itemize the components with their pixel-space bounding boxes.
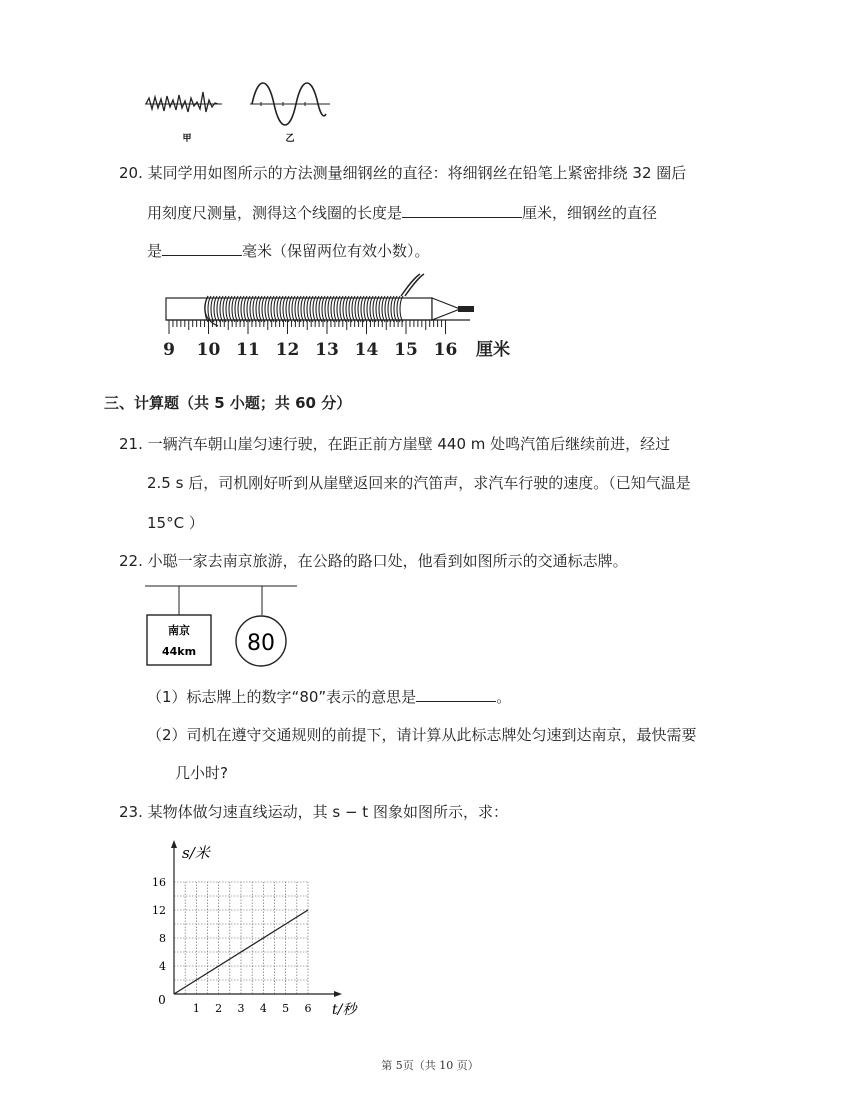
chart-grid xyxy=(174,882,308,994)
y-axis-label: s/米 xyxy=(182,844,210,862)
sign-city: 南京 xyxy=(168,624,190,637)
q20-line2-a: 用刻度尺测量，测得这个线圈的长度是 xyxy=(147,204,403,222)
sign-speed: 80 xyxy=(247,631,275,656)
wave-jia xyxy=(145,92,222,112)
q22-sub1-b: 。 xyxy=(496,688,512,706)
sound-waveforms-figure xyxy=(140,78,340,148)
q20-line3 xyxy=(147,240,430,261)
q20-line3-a: 是 xyxy=(147,242,163,260)
section3-heading: 三、计算题（共 5 小题；共 60 分） xyxy=(104,394,352,412)
q21-line1: 21. 一辆汽车朝山崖匀速行驶，在距正前方崖壁 440 m 处鸣汽笛后继续前进，经过 xyxy=(119,435,671,453)
q20-line2-b: 厘米，细钢丝的直径 xyxy=(522,204,658,222)
ruler-tick-label: 12 xyxy=(275,340,300,360)
ruler-tick-label: 14 xyxy=(354,340,379,360)
q20-line3-b: 毫米（保留两位有效小数）。 xyxy=(242,242,430,260)
q20-line1: 20. 某同学用如图所示的方法测量细钢丝的直径：将细钢丝在铅笔上紧密排绕 32 圈后 xyxy=(119,164,687,182)
origin-label: 0 xyxy=(158,993,166,1007)
ruler-tick-label: 11 xyxy=(236,340,260,360)
x-axis-arrow xyxy=(334,991,342,997)
x-axis-label: t/秒 xyxy=(332,1002,357,1018)
wave-yi xyxy=(250,83,330,125)
q22-sub2-line1: （2）司机在遵守交通规则的前提下，请计算从此标志牌处匀速到达南京，最快需要 xyxy=(147,726,697,744)
y-tick-label: 4 xyxy=(159,960,166,973)
q20-blank-length[interactable] xyxy=(402,202,522,218)
y-tick-label: 8 xyxy=(159,932,166,945)
sign-distance: 44km xyxy=(161,645,197,658)
y-axis-arrow xyxy=(171,840,177,848)
q21-line3: 15°C ） xyxy=(147,514,204,532)
q22-sub2-line2: 几小时? xyxy=(175,764,228,782)
label-yi: 乙 xyxy=(285,134,295,144)
pencil-ruler-figure xyxy=(158,268,518,366)
x-tick-label: 3 xyxy=(237,1002,245,1015)
x-tick-label: 4 xyxy=(259,1002,267,1015)
ruler-tick-label: 10 xyxy=(196,340,221,360)
y-tick-label: 12 xyxy=(152,904,166,917)
q22-blank-meaning[interactable] xyxy=(416,686,496,702)
q22-sub1 xyxy=(147,686,511,707)
q20-line2 xyxy=(147,202,657,223)
x-tick-label: 5 xyxy=(282,1002,290,1015)
ruler-tick-label: 13 xyxy=(315,340,339,360)
q21-line2: 2.5 s 后，司机刚好听到从崖壁返回来的汽笛声，求汽车行驶的速度。（已知气温是 xyxy=(147,474,691,492)
ruler-unit: 厘米 xyxy=(476,340,510,360)
y-tick-label: 16 xyxy=(152,876,166,889)
q23-line1: 23. 某物体做匀速直线运动，其 s − t 图象如图所示，求： xyxy=(119,803,508,821)
ruler-tick-label: 16 xyxy=(433,340,458,360)
page-footer: 第 5页（共 10 页） xyxy=(381,1059,479,1072)
traffic-sign-figure xyxy=(145,580,305,670)
ruler-tick-label: 9 xyxy=(163,340,175,360)
q22-sub1-a: （1）标志牌上的数字“80”表示的意思是 xyxy=(147,688,417,706)
label-jia: 甲 xyxy=(182,134,192,144)
q20-blank-diameter[interactable] xyxy=(162,240,242,256)
x-tick-label: 6 xyxy=(304,1002,312,1015)
x-tick-label: 2 xyxy=(215,1002,223,1015)
s-t-chart xyxy=(150,836,380,1026)
x-tick-label: 1 xyxy=(192,1002,200,1015)
q22-line1: 22. 小聪一家去南京旅游，在公路的路口处，他看到如图所示的交通标志牌。 xyxy=(119,552,628,570)
ruler-tick-label: 15 xyxy=(394,340,418,360)
